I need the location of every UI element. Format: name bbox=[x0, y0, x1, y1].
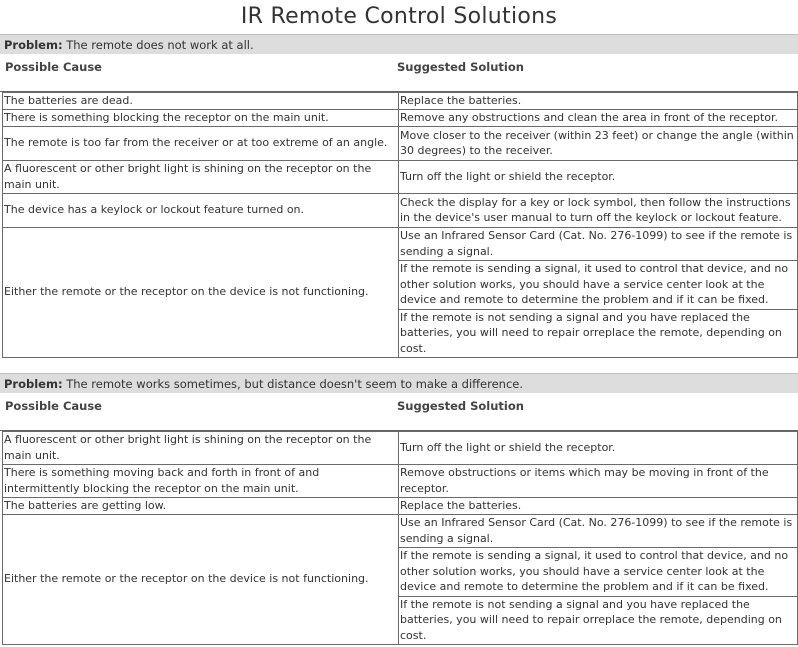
solutions-table bbox=[2, 431, 798, 645]
table-row bbox=[3, 193, 798, 227]
page-title: IR Remote Control Solutions bbox=[240, 4, 558, 29]
table-row bbox=[3, 160, 798, 193]
problem-section-1 bbox=[0, 34, 798, 358]
table-row bbox=[3, 514, 798, 547]
solution-cell: Replace the batteries. bbox=[399, 497, 798, 514]
problem-text: The remote works sometimes, but distance doesn't seem to make a difference. bbox=[66, 376, 524, 391]
solution-cell: Remove any obstructions and clean the area in front of the receptor. bbox=[399, 109, 798, 126]
header-possible-cause: Possible Cause bbox=[5, 398, 102, 413]
problem-bar bbox=[0, 34, 798, 54]
cause-cell: The batteries are getting low. bbox=[3, 497, 399, 514]
problem-bar bbox=[0, 373, 798, 393]
solution-cell: Turn off the light or shield the receptor. bbox=[399, 160, 798, 193]
table-row bbox=[3, 464, 798, 497]
cause-cell: The batteries are dead. bbox=[3, 93, 399, 110]
header-possible-cause: Possible Cause bbox=[5, 60, 102, 74]
solution-cell: Move closer to the receiver (within 23 feet) or change the angle (within 30 degrees) to the receiver. bbox=[399, 126, 798, 160]
table-row bbox=[3, 497, 798, 514]
header-suggested-solution: Suggested Solution bbox=[397, 398, 524, 413]
solution-cell: Use an Infrared Sensor Card (Cat. No. 276-1099) to see if the remote is sending a signal. bbox=[399, 227, 798, 260]
cause-cell: There is something blocking the receptor on the main unit. bbox=[3, 109, 399, 126]
column-headers bbox=[0, 393, 798, 431]
problem-label: Problem: bbox=[4, 376, 63, 391]
header-suggested-solution: Suggested Solution bbox=[397, 60, 524, 74]
column-headers bbox=[0, 54, 798, 92]
section-spacer bbox=[0, 358, 798, 373]
solution-cell: Check the display for a key or lock symbol, then follow the instructions in the device's user manual to turn off the keylock or lockout feature. bbox=[399, 193, 798, 227]
solution-cell: Replace the batteries. bbox=[399, 93, 798, 110]
solution-cell: If the remote is not sending a signal and you have replaced the batteries, you will need to repair orreplace the remote, depending on cost. bbox=[399, 596, 798, 644]
solution-cell: Remove obstructions or items which may be moving in front of the receptor. bbox=[399, 464, 798, 497]
cause-cell: A fluorescent or other bright light is shining on the receptor on the main unit. bbox=[3, 431, 399, 464]
cause-cell: The device has a keylock or lockout feature turned on. bbox=[3, 193, 399, 227]
cause-cell: There is something moving back and forth in front of and intermittently blocking the receptor on the main unit. bbox=[3, 464, 399, 497]
table-row bbox=[3, 109, 798, 126]
solutions-table bbox=[2, 92, 798, 358]
problem-label: Problem: bbox=[4, 38, 63, 52]
problem-text: The remote does not work at all. bbox=[66, 38, 254, 52]
cause-cell: Either the remote or the receptor on the device is not functioning. bbox=[3, 227, 399, 357]
table-row bbox=[3, 227, 798, 260]
solution-cell: Turn off the light or shield the receptor. bbox=[399, 431, 798, 464]
cause-cell: A fluorescent or other bright light is shining on the receptor on the main unit. bbox=[3, 160, 399, 193]
cause-cell: The remote is too far from the receiver or at too extreme of an angle. bbox=[3, 126, 399, 160]
solution-cell: Use an Infrared Sensor Card (Cat. No. 276-1099) to see if the remote is sending a signal. bbox=[399, 514, 798, 547]
table-row bbox=[3, 93, 798, 110]
solution-cell: If the remote is not sending a signal and you have replaced the batteries, you will need to repair orreplace the remote, depending on cost. bbox=[399, 309, 798, 357]
cause-cell: Either the remote or the receptor on the device is not functioning. bbox=[3, 514, 399, 644]
table-row bbox=[3, 126, 798, 160]
problem-section-2 bbox=[0, 373, 798, 645]
table-row bbox=[3, 431, 798, 464]
solution-cell: If the remote is sending a signal, it used to control that device, and no other solution works, you should have a service center look at the device and remote to determine the problem and if it can be fixed. bbox=[399, 547, 798, 596]
solution-cell: If the remote is sending a signal, it used to control that device, and no other solution works, you should have a service center look at the device and remote to determine the problem and if it can be fixed. bbox=[399, 260, 798, 309]
